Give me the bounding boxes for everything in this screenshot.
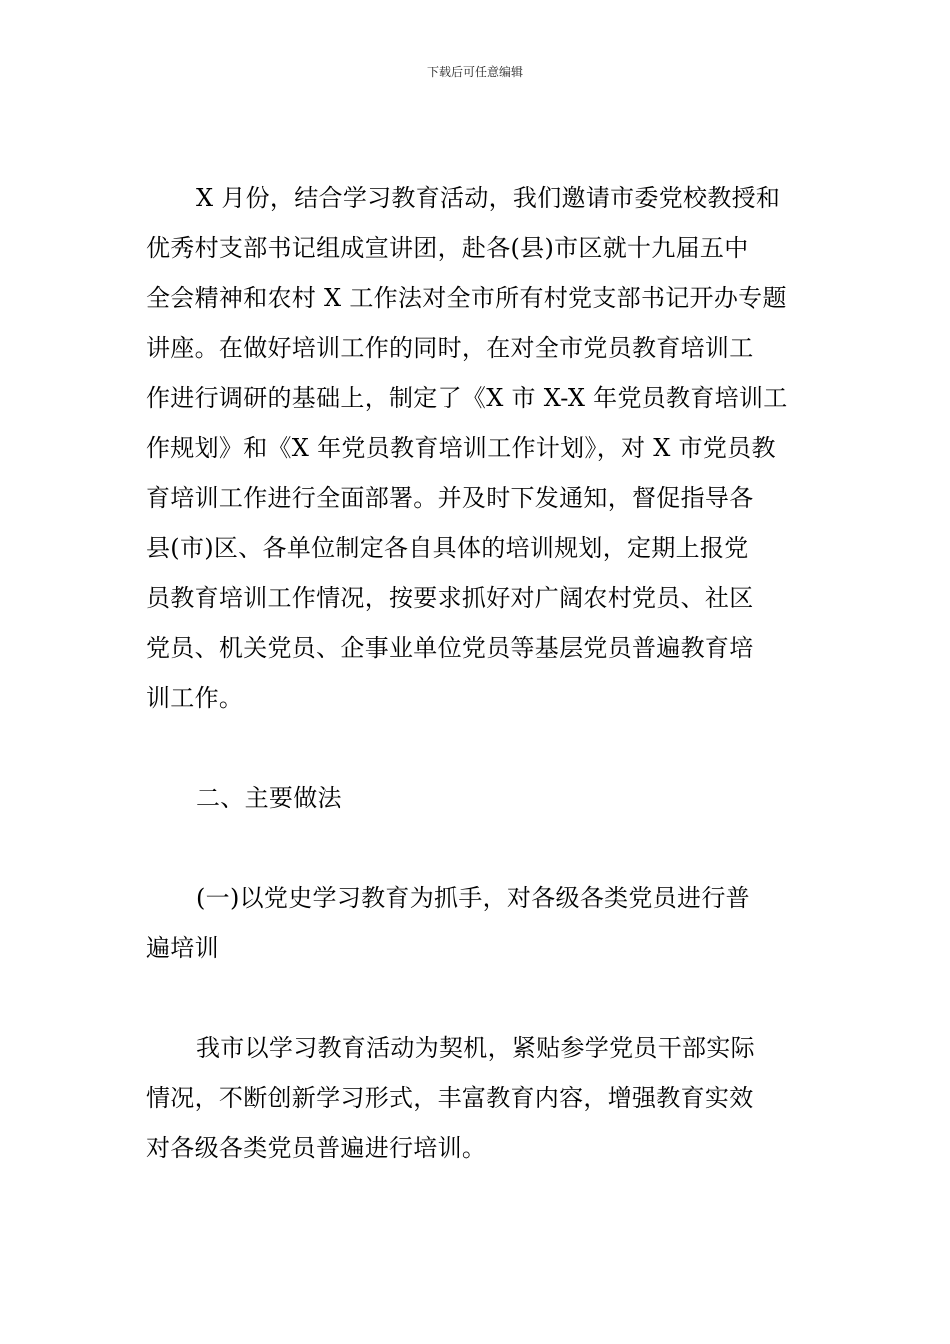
paragraph-line: 我市以学习教育活动为契机，紧贴参学党员干部实际 bbox=[196, 1034, 755, 1062]
paragraph-line: 优秀村支部书记组成宣讲团，赴各(县)市区就十九届五中 bbox=[146, 234, 749, 262]
paragraph-1 bbox=[146, 173, 806, 723]
paragraph-line: 育培训工作进行全面部署。并及时下发通知，督促指导各 bbox=[146, 484, 754, 512]
paragraph-line: 员教育培训工作情况，按要求抓好对广阔农村党员、社区 bbox=[146, 584, 754, 612]
paragraph-4 bbox=[146, 1023, 806, 1173]
paragraph-line: 训工作。 bbox=[146, 684, 244, 712]
paragraph-line: (一)以党史学习教育为抓手，对各级各类党员进行普 bbox=[196, 884, 750, 912]
paragraph-line: 作进行调研的基础上，制定了《X 市 X-X 年党员教育培训工 bbox=[146, 384, 788, 412]
paragraph-line: 县(市)区、各单位制定各自具体的培训规划，定期上报党 bbox=[146, 534, 749, 562]
heading-line: 二、主要做法 bbox=[196, 784, 342, 812]
paragraph-line: 对各级各类党员普遍进行培训。 bbox=[146, 1134, 487, 1162]
paragraph-line: 全会精神和农村 X 工作法对全市所有村党支部书记开办专题 bbox=[146, 284, 787, 312]
paragraph-line: 遍培训 bbox=[146, 934, 219, 962]
paragraph-line: 作规划》和《X 年党员教育培训工作计划》，对 X 市党员教 bbox=[146, 434, 776, 462]
paragraph-line: 讲座。在做好培训工作的同时，在对全市党员教育培训工 bbox=[146, 334, 754, 362]
subsection-heading bbox=[146, 873, 806, 973]
paragraph-line: 情况，不断创新学习形式，丰富教育内容，增强教育实效 bbox=[146, 1084, 754, 1112]
paragraph-line: X 月份，结合学习教育活动，我们邀请市委党校教授和 bbox=[196, 184, 781, 212]
page-header: 下载后可任意编辑 bbox=[426, 65, 523, 79]
paragraph-line: 党员、机关党员、企事业单位党员等基层党员普遍教育培 bbox=[146, 634, 754, 662]
section-heading bbox=[146, 773, 806, 823]
